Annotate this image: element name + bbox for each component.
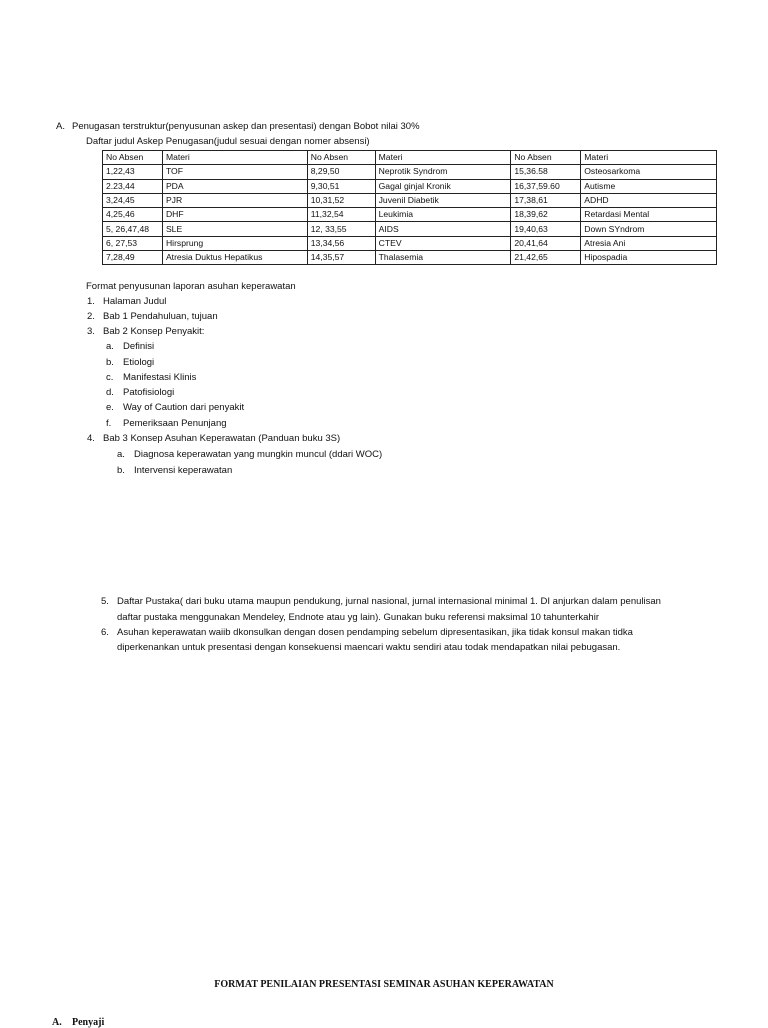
sub-item: Pemeriksaan Penunjang (123, 418, 227, 429)
table-cell: 19,40,63 (511, 222, 581, 236)
table-cell: 18,39,62 (511, 208, 581, 222)
askep-table (102, 150, 717, 265)
table-header: Materi (581, 151, 717, 165)
list-item-number: 5. (101, 596, 109, 607)
sub-item: Way of Caution dari penyakit (123, 402, 245, 413)
table-cell: 11,32,54 (307, 208, 375, 222)
list-item: Daftar Pustaka( dari buku utama maupun pendukung, jurnal nasional, jurnal internasional minimal 1. DI anjurkan dalam penulisan (117, 596, 661, 607)
list-item-continuation: daftar pustaka menggunakan Mendeley, Endnote atau yg lain). Gunakan buku referensi maksimal 10 tahunterkahir (117, 612, 599, 623)
sub-item: Definisi (123, 341, 155, 352)
table-cell: Thalasemia (375, 251, 511, 265)
format-title: Format penyusunan laporan asuhan keperawatan (86, 281, 296, 292)
sub-item-letter: d. (106, 387, 114, 398)
table-cell: Neprotik Syndrom (375, 165, 511, 179)
table-cell: 10,31,52 (307, 193, 375, 207)
table-row (103, 208, 717, 222)
table-cell: 4,25,46 (103, 208, 163, 222)
table-cell: Hipospadia (581, 251, 717, 265)
table-cell: DHF (162, 208, 307, 222)
table-header: No Absen (511, 151, 581, 165)
page-title: FORMAT PENILAIAN PRESENTASI SEMINAR ASUHAN KEPERAWATAN (214, 979, 554, 990)
table-cell: 1,22,43 (103, 165, 163, 179)
table-cell: 7,28,49 (103, 251, 163, 265)
sub-item: Etiologi (123, 357, 155, 368)
sub-item: Patofisiologi (123, 387, 175, 398)
sub-item-letter: b. (117, 465, 125, 476)
table-cell: 16,37,59.60 (511, 179, 581, 193)
table-cell: PJR (162, 193, 307, 207)
list-item: Bab 2 Konsep Penyakit: (103, 326, 205, 337)
table-cell: 3,24,45 (103, 193, 163, 207)
section-label: Penyaji (72, 1017, 105, 1028)
table-cell: ADHD (581, 193, 717, 207)
table-header: No Absen (103, 151, 163, 165)
sub-item-letter: e. (106, 402, 114, 413)
list-item: Bab 1 Pendahuluan, tujuan (103, 311, 218, 322)
table-cell: Leukimia (375, 208, 511, 222)
table-cell: 5, 26,47,48 (103, 222, 163, 236)
table-cell: Autisme (581, 179, 717, 193)
list-item: Bab 3 Konsep Asuhan Keperawatan (Panduan buku 3S) (103, 433, 341, 444)
sub-item-letter: b. (106, 357, 114, 368)
sub-item-letter: c. (106, 372, 114, 383)
list-item-number: 2. (87, 311, 95, 322)
list-item: Asuhan keperawatan waiib dkonsulkan dengan dosen pendamping sebelum dipresentasikan, jika tidak konsul makan tidka (117, 627, 633, 638)
table-cell: 14,35,57 (307, 251, 375, 265)
table-row (103, 236, 717, 250)
table-cell: Osteosarkoma (581, 165, 717, 179)
table-row (103, 193, 717, 207)
table-cell: 20,41,64 (511, 236, 581, 250)
table-cell: 9,30,51 (307, 179, 375, 193)
sub-item: Manifestasi Klinis (123, 372, 197, 383)
table-cell: Juvenil Diabetik (375, 193, 511, 207)
table-header: Materi (375, 151, 511, 165)
table-row (103, 179, 717, 193)
list-item-number: 6. (101, 627, 109, 638)
table-cell: Down SYndrom (581, 222, 717, 236)
list-item-number: 3. (87, 326, 95, 337)
table-row (103, 251, 717, 265)
table-cell: Gagal ginjal Kronik (375, 179, 511, 193)
table-cell: Atresia Duktus Hepatikus (162, 251, 307, 265)
table-cell: AIDS (375, 222, 511, 236)
table-cell: 13,34,56 (307, 236, 375, 250)
sub-item: Intervensi keperawatan (134, 465, 233, 476)
table-cell: 15,36.58 (511, 165, 581, 179)
section-marker: A. (52, 1017, 62, 1028)
list-item-number: 1. (87, 296, 95, 307)
table-cell: 6, 27,53 (103, 236, 163, 250)
table-row (103, 165, 717, 179)
table-cell: 21,42,65 (511, 251, 581, 265)
table-cell: 17,38,61 (511, 193, 581, 207)
sub-item-letter: f. (106, 418, 112, 429)
table-cell: 12, 33,55 (307, 222, 375, 236)
table-cell: TOF (162, 165, 307, 179)
table-cell: SLE (162, 222, 307, 236)
table-header: Materi (162, 151, 307, 165)
table-cell: Retardasi Mental (581, 208, 717, 222)
section-subheading: Daftar judul Askep Penugasan(judul sesuai dengan nomer absensi) (86, 136, 370, 147)
list-item-number: 4. (87, 433, 95, 444)
sub-item: Diagnosa keperawatan yang mungkin muncul (ddari WOC) (134, 449, 383, 460)
table-cell: 8,29,50 (307, 165, 375, 179)
table-header: No Absen (307, 151, 375, 165)
sub-item-letter: a. (117, 449, 125, 460)
table-cell: PDA (162, 179, 307, 193)
table-cell: 2.23,44 (103, 179, 163, 193)
table-header-row (103, 151, 717, 165)
table-cell: CTEV (375, 236, 511, 250)
section-marker: A. (56, 121, 65, 132)
list-item-continuation: diperkenankan untuk presentasi dengan konsekuensi maencari waktu sendiri atau todak mendapatkan nilai pebugasan. (117, 642, 621, 653)
table-cell: Atresia Ani (581, 236, 717, 250)
table-cell: Hirsprung (162, 236, 307, 250)
sub-item-letter: a. (106, 341, 114, 352)
list-item: Halaman Judul (103, 296, 167, 307)
section-heading: Penugasan terstruktur(penyusunan askep dan presentasi) dengan Bobot nilai 30% (72, 121, 420, 132)
table-row (103, 222, 717, 236)
